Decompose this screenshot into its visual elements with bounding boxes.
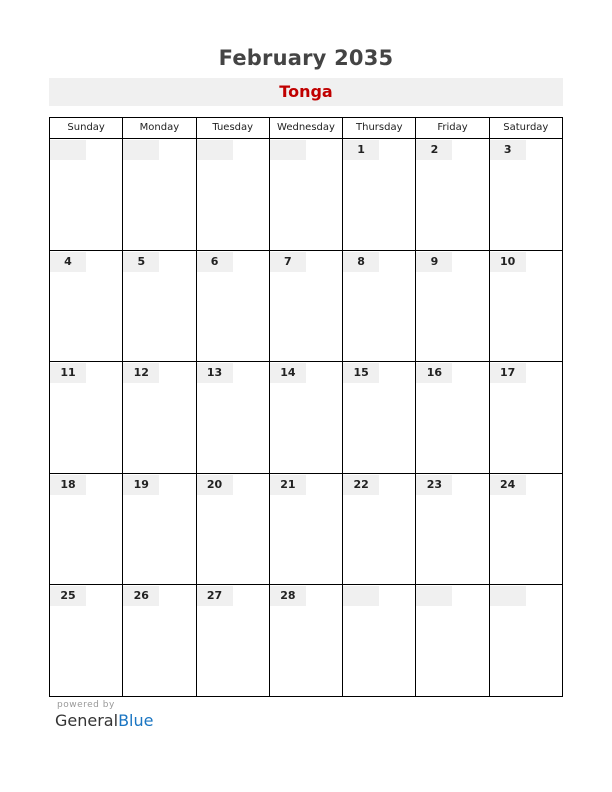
day-cell — [343, 139, 416, 250]
day-cell — [123, 139, 196, 250]
week-row — [50, 139, 562, 251]
date-number: 5 — [123, 252, 159, 272]
date-number — [416, 586, 452, 606]
date-number: 10 — [490, 252, 526, 272]
day-cell — [416, 585, 489, 696]
date-number — [343, 586, 379, 606]
weekday-sunday: Sunday — [50, 118, 123, 138]
date-number: 3 — [490, 140, 526, 160]
day-cell — [123, 362, 196, 473]
date-number: 24 — [490, 475, 526, 495]
date-number: 4 — [50, 252, 86, 272]
country-banner — [49, 78, 563, 106]
weekday-header-row — [50, 118, 562, 139]
date-number — [270, 140, 306, 160]
week-row — [50, 362, 562, 474]
day-cell — [197, 251, 270, 362]
date-number: 20 — [197, 475, 233, 495]
day-cell — [197, 139, 270, 250]
day-cell — [270, 585, 343, 696]
date-number: 12 — [123, 363, 159, 383]
day-cell — [50, 139, 123, 250]
date-number: 25 — [50, 586, 86, 606]
date-number: 14 — [270, 363, 306, 383]
weeks-container — [50, 139, 562, 696]
date-number: 1 — [343, 140, 379, 160]
weekday-thursday: Thursday — [343, 118, 416, 138]
day-cell — [490, 585, 562, 696]
day-cell — [343, 474, 416, 585]
day-cell — [490, 251, 562, 362]
day-cell — [50, 474, 123, 585]
day-cell — [416, 251, 489, 362]
date-number: 2 — [416, 140, 452, 160]
day-cell — [416, 474, 489, 585]
day-cell — [50, 251, 123, 362]
day-cell — [270, 474, 343, 585]
date-number — [123, 140, 159, 160]
day-cell — [123, 474, 196, 585]
week-row — [50, 474, 562, 586]
day-cell — [197, 474, 270, 585]
weekday-friday: Friday — [416, 118, 489, 138]
calendar-grid — [49, 117, 563, 697]
generalblue-logo[interactable] — [55, 711, 153, 730]
week-row — [50, 585, 562, 696]
day-cell — [197, 585, 270, 696]
date-number: 13 — [197, 363, 233, 383]
day-cell — [490, 139, 562, 250]
day-cell — [416, 139, 489, 250]
date-number: 26 — [123, 586, 159, 606]
day-cell — [490, 362, 562, 473]
date-number: 22 — [343, 475, 379, 495]
date-number: 23 — [416, 475, 452, 495]
date-number: 28 — [270, 586, 306, 606]
footer-branding — [55, 700, 153, 730]
date-number — [490, 586, 526, 606]
date-number: 16 — [416, 363, 452, 383]
weekday-wednesday: Wednesday — [270, 118, 343, 138]
date-number: 8 — [343, 252, 379, 272]
day-cell — [270, 251, 343, 362]
date-number: 18 — [50, 475, 86, 495]
day-cell — [123, 251, 196, 362]
date-number: 7 — [270, 252, 306, 272]
day-cell — [343, 362, 416, 473]
day-cell — [197, 362, 270, 473]
weekday-tuesday: Tuesday — [197, 118, 270, 138]
day-cell — [270, 362, 343, 473]
day-cell — [270, 139, 343, 250]
powered-by-label: powered by — [57, 700, 115, 710]
date-number: 27 — [197, 586, 233, 606]
day-cell — [490, 474, 562, 585]
week-row — [50, 251, 562, 363]
day-cell — [416, 362, 489, 473]
calendar-title: February 2035 — [218, 46, 394, 70]
day-cell — [50, 585, 123, 696]
weekday-saturday: Saturday — [503, 122, 549, 133]
brand-general: General — [55, 711, 119, 730]
day-cell — [50, 362, 123, 473]
date-number: 9 — [416, 252, 452, 272]
date-number — [50, 140, 86, 160]
brand-blue: Blue — [118, 711, 154, 730]
weekday-monday: Monday — [123, 118, 196, 138]
date-number: 6 — [197, 252, 233, 272]
country-name: Tonga — [279, 82, 333, 101]
day-cell — [343, 585, 416, 696]
date-number: 17 — [490, 363, 526, 383]
date-number: 19 — [123, 475, 159, 495]
date-number: 11 — [50, 363, 86, 383]
day-cell — [343, 251, 416, 362]
date-number — [197, 140, 233, 160]
date-number: 15 — [343, 363, 379, 383]
day-cell — [123, 585, 196, 696]
date-number: 21 — [270, 475, 306, 495]
